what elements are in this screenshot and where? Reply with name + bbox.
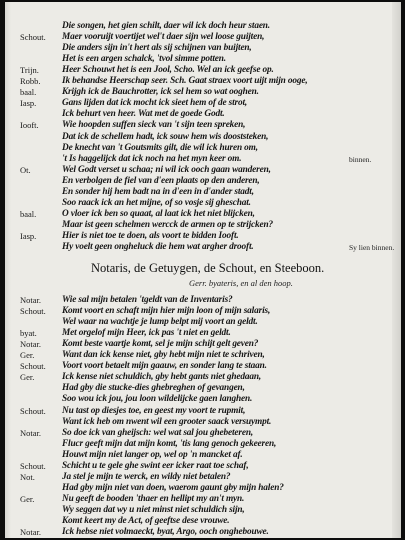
text-line <box>5 406 401 417</box>
verse-text: Hy voelt geen ongheluck die hem wat argher drooft. <box>62 242 254 252</box>
verse-text: Ja stel je mijn te werck, en wildy niet betalen? <box>62 471 231 482</box>
speaker-name: Schout. <box>20 306 46 317</box>
scene-heading: Notaris, de Getuygen, de Schout, en Steeboon. <box>91 261 325 275</box>
text-line <box>5 428 401 439</box>
speaker-name: baal. <box>20 87 37 98</box>
text-line <box>5 143 401 154</box>
verse-text: Nu tast op diesjes toe, en geest my voort te rupmit, <box>62 405 246 416</box>
speaker-name: Notar. <box>20 339 42 350</box>
verse-text: Komt voort en schaft mijn hier mijn loon of mijn salaris, <box>62 306 271 317</box>
text-line <box>5 361 401 372</box>
verse-text: Komt beste vaartje komt, sel je mijn schijt gelt geven? <box>62 339 259 350</box>
text-line <box>5 483 401 494</box>
text-line <box>5 220 401 231</box>
text-line <box>5 383 401 394</box>
verse-text: Het is een argen schalck, 'tvol simme potten. <box>62 54 226 65</box>
scene-subheading: Gerr. byateris, en al den hoop. <box>189 278 293 288</box>
verse-text: Houwt mijn niet langer op, wel op 'n mancket af. <box>62 449 243 460</box>
verse-text: Maar ist geen schelmen wercck de armen op te strijcken? <box>62 219 273 230</box>
verse-text: Flucr geeft mijn dat mijn komt, 'tis lang genoch gekeeren, <box>62 438 277 449</box>
text-line <box>5 394 401 405</box>
verse-text: Die anders sijn in't hert als sij schijnen van buijten, <box>62 43 252 54</box>
speaker-name: Schout. <box>20 32 46 43</box>
verse-text: Ik behandse Heerschap seer. Sch. Gaat straex voort uijt mijn ooge, <box>62 76 308 87</box>
speaker-name: Trijn. <box>20 65 39 76</box>
text-line <box>5 242 401 253</box>
speaker-name: Ger. <box>20 493 35 504</box>
verse-text: Had gby mijn niet van doen, waerom gaunt gby mijn halen? <box>62 482 284 493</box>
text-line <box>5 439 401 450</box>
verse-text: Want dan ick kense niet, gby hebt mijn niet te schriven, <box>62 350 265 361</box>
verse-text: Had gby die stucke-dies ghebreghen of gevangen, <box>62 383 245 394</box>
verse-text: Want ick heb om nwent wil een grooter saack versuympt. <box>62 416 272 427</box>
text-line <box>5 21 401 32</box>
text-line <box>5 176 401 187</box>
verse-text: Maer vooruijt voertijet wel't daer sijn wel loose guijten, <box>62 32 265 43</box>
verse-text: 't Is haggelijck dat ick noch na het myn keer om. <box>62 153 242 164</box>
verse-text: Wel Godt verset u schaa; ni wil ick ooch gaan wanderen, <box>62 164 271 175</box>
verse-text: Ick behurt ven heer. Wat met de goede Godt. <box>62 109 225 120</box>
verse-text: Hier is niet toe te doen, als voort te bidden Iooft. <box>62 230 239 241</box>
speaker-name: Notar. <box>20 295 42 305</box>
speaker-name: baal. <box>20 208 37 219</box>
verse-text: Met orgelof mijn Heer, ick pas 't niet en geldt. <box>62 328 231 339</box>
text-line <box>5 516 401 527</box>
verse-text: So doe ick van gheijsch: wel wat sal jou ghebeteren, <box>62 427 254 438</box>
text-line <box>5 417 401 428</box>
text-line <box>5 505 401 516</box>
verse-text: Schicht u te gele ghe swint eer icker raat toe schaf, <box>62 460 249 471</box>
text-line <box>5 132 401 143</box>
verse-text: Komt keert my de Act, of geeftse dese vrouwe. <box>62 516 230 526</box>
verse-text: Ick hebse niet volmaeckt, byat, Argo, ooch onghebouwe. <box>62 527 269 538</box>
speaker-name: Schout. <box>20 405 46 416</box>
text-line <box>5 306 401 317</box>
text-line <box>5 98 401 109</box>
verse-text: Ick kense niet schuldich, gby hebt gants niet ghedaan, <box>62 372 262 383</box>
text-line <box>5 450 401 461</box>
verse-text: Gans lijden dat ick mocht ick sieet hem of de strot, <box>62 98 248 109</box>
speaker-name: Ger. <box>20 350 35 361</box>
text-line <box>5 317 401 328</box>
stage-direction: Sy lien binnen. <box>349 243 395 252</box>
text-line <box>5 154 401 165</box>
stage-direction: binnen. <box>349 154 372 164</box>
verse-text: De knecht van 't Goutsmits gilt, die wil ick huren om, <box>62 142 258 153</box>
speaker-name: Notar. <box>20 427 42 438</box>
speaker-name: byat. <box>20 328 37 339</box>
verse-text: Wie hoopden suffen sieck van 't sijn teen spreken, <box>62 120 246 131</box>
speaker-name: Notar. <box>20 527 42 538</box>
text-line <box>5 372 401 383</box>
speaker-name: Schout. <box>20 361 46 372</box>
text-line <box>5 472 401 483</box>
text-line <box>5 43 401 54</box>
verse-text: Krijgh ick de Bauchrotter, ick sel hem so wat ooghen. <box>62 87 259 98</box>
verse-text: Soo wou ick jou, jou loon wildelijcke gaen langhen. <box>62 394 253 405</box>
speaker-name: Iasp. <box>20 98 37 109</box>
speaker-name: Ot. <box>20 164 31 175</box>
verse-text: Dat ick de schellem hadt, ick souw hem wis dooststeken, <box>62 131 269 142</box>
verse-text: Wie sal mijn betalen 'tgeldt van de Inventaris? <box>62 295 233 305</box>
verse-text: Voort voort betaelt mijn gaauw, en sonder lang te staan. <box>62 361 267 372</box>
text-line <box>5 339 401 350</box>
speaker-name: Ger. <box>20 372 35 383</box>
text-line <box>5 527 401 538</box>
verse-text: En verbolgen de fiel van d'een plaats op den anderen, <box>62 175 260 186</box>
text-line <box>5 165 401 176</box>
text-line <box>5 198 401 209</box>
speaker-name: Iasp. <box>20 230 37 241</box>
text-line <box>5 76 401 87</box>
verse-text: Nu geeft de booden 'thaer en hellipt my an't myn. <box>62 493 245 504</box>
text-line <box>5 494 401 505</box>
text-line <box>5 231 401 242</box>
text-line <box>5 120 401 131</box>
verse-text: Wel waar na wachtje je lump belpt mij voort an geldt. <box>62 317 258 328</box>
verse-text: Die songen, het gien schilt, daer wil ick doch heur staen. <box>62 21 270 31</box>
verse-text: Soo raack ick an het mijne, of so vosje sij gheschat. <box>62 197 251 208</box>
speaker-name: Robb. <box>20 76 41 87</box>
book-page <box>5 2 401 538</box>
speaker-name: Schout. <box>20 460 46 471</box>
text-line <box>5 328 401 339</box>
text-line <box>5 109 401 120</box>
text-line <box>5 295 401 306</box>
text-line <box>5 350 401 361</box>
speaker-name: Not. <box>20 471 35 482</box>
verse-text: Heer Schouwt het is een Jool, Scho. Wel an ick geefse op. <box>62 65 274 76</box>
text-line <box>5 461 401 472</box>
text-line <box>5 209 401 220</box>
text-line <box>5 87 401 98</box>
verse-text: En sonder hij hem badt na in d'een in d'ander stadt, <box>62 186 254 197</box>
speaker-name: Iooft. <box>20 120 39 131</box>
verse-text: O vloer ick ben so quaat, al laat ick het niet blijcken, <box>62 208 255 219</box>
text-line <box>5 65 401 76</box>
text-line <box>5 187 401 198</box>
text-line <box>5 32 401 43</box>
verse-text: Wy seggen dat wy u niet minst niet schuldich sijn, <box>62 504 245 515</box>
text-line <box>5 54 401 65</box>
